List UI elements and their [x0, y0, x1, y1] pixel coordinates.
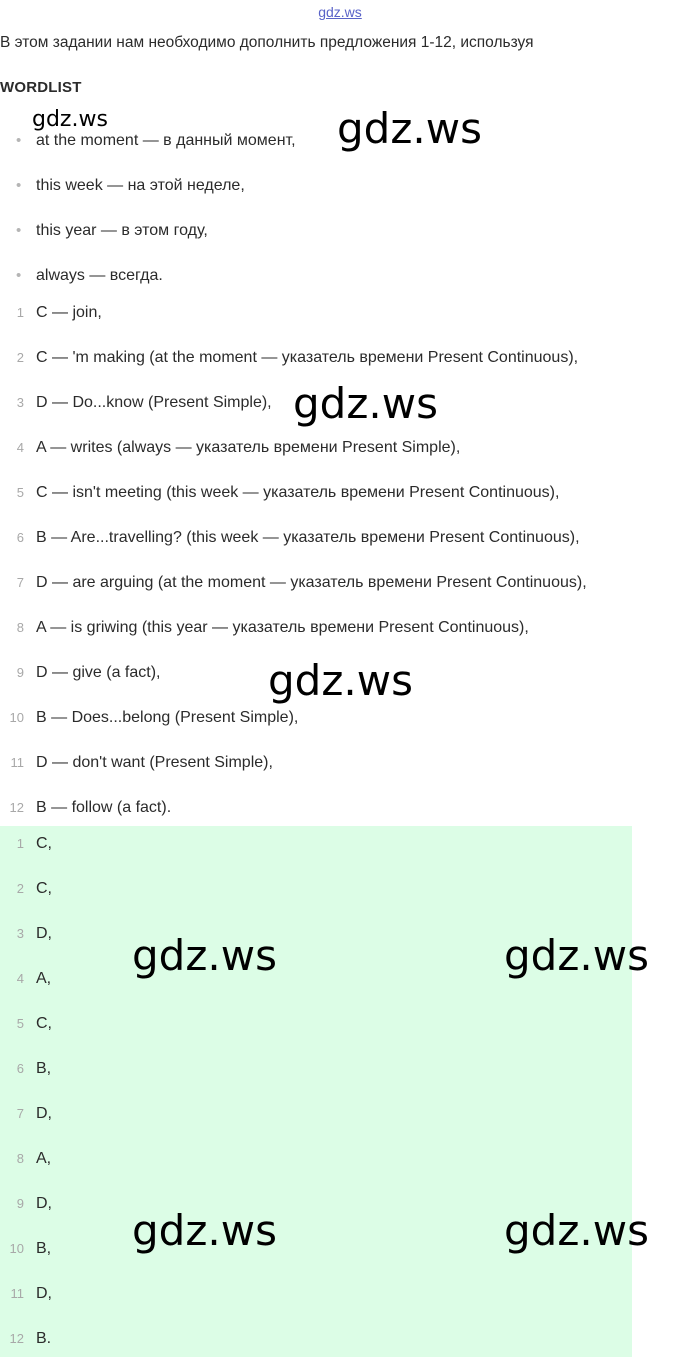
short-answer-item	[0, 1189, 52, 1234]
short-answer-item	[0, 1009, 52, 1054]
short-answer-item	[0, 829, 52, 874]
answer-text: B — follow (a fact).	[36, 799, 172, 816]
short-answer-item	[0, 1099, 52, 1144]
answer-number: 8	[16, 620, 24, 635]
wordlist-item	[0, 171, 296, 216]
answer-number: 5	[16, 485, 24, 500]
short-answer-item	[0, 1324, 52, 1369]
wordlist-item-text: always — всегда.	[36, 267, 163, 284]
answer-number: 7	[16, 1106, 24, 1121]
short-answer-item	[0, 919, 52, 964]
watermark: gdz.ws	[504, 1206, 649, 1255]
answer-item	[0, 613, 587, 658]
answer-number: 11	[10, 1286, 24, 1301]
answer-number: 4	[16, 440, 24, 455]
answer-text: A,	[36, 970, 52, 987]
watermark: gdz.ws	[132, 1206, 277, 1255]
intro-text: В этом задании нам необходимо дополнить предложения 1-12, используя	[0, 34, 534, 51]
bullet-icon: •	[16, 177, 22, 194]
answer-number: 6	[16, 530, 24, 545]
answer-number: 6	[16, 1061, 24, 1076]
watermark: gdz.ws	[132, 931, 277, 980]
answer-number: 5	[16, 1016, 24, 1031]
bullet-icon: •	[16, 267, 22, 284]
answer-text: D,	[36, 925, 52, 942]
wordlist-item-text: this week — на этой неделе,	[36, 177, 245, 194]
answer-text: B.	[36, 1330, 52, 1347]
answer-text: A,	[36, 1150, 52, 1167]
wordlist-heading: WORDLIST	[0, 79, 82, 96]
answer-item	[0, 568, 587, 613]
answer-item	[0, 298, 587, 343]
bullet-icon: •	[16, 132, 22, 149]
answer-item	[0, 478, 587, 523]
watermark: gdz.ws	[337, 104, 482, 153]
watermark: gdz.ws	[504, 931, 649, 980]
wordlist-item-text: at the moment — в данный момент,	[36, 132, 296, 149]
answer-number: 9	[16, 1196, 24, 1211]
answer-item	[0, 748, 587, 793]
answer-number: 1	[16, 305, 24, 320]
wordlist-item	[0, 216, 296, 261]
answer-item	[0, 523, 587, 568]
answer-text: A — is griwing (this year — указатель времени Present Continuous),	[36, 619, 529, 636]
answer-number: 10	[9, 1241, 24, 1256]
answer-text: D,	[36, 1105, 52, 1122]
answer-number: 2	[16, 350, 24, 365]
bullet-icon: •	[16, 222, 22, 239]
answer-text: B — Are...travelling? (this week — указатель времени Present Continuous),	[36, 529, 580, 546]
short-answer-item	[0, 1234, 52, 1279]
short-answer-item	[0, 1144, 52, 1189]
answer-item	[0, 433, 587, 478]
answer-text: C — join,	[36, 304, 102, 321]
answer-text: D — are arguing (at the moment — указатель времени Present Continuous),	[36, 574, 587, 591]
short-answer-item	[0, 1279, 52, 1324]
wordlist	[0, 126, 296, 306]
watermark: gdz.ws	[293, 379, 438, 428]
wordlist-item-text: this year — в этом году,	[36, 222, 208, 239]
answer-number: 10	[9, 710, 24, 725]
answer-text: D,	[36, 1195, 52, 1212]
answer-text: C,	[36, 835, 52, 852]
answer-number: 3	[16, 926, 24, 941]
answer-text: D,	[36, 1285, 52, 1302]
answer-text: A — writes (always — указатель времени Present Simple),	[36, 439, 461, 456]
answer-number: 4	[16, 971, 24, 986]
answer-text: D — give (a fact),	[36, 664, 161, 681]
answer-number: 7	[16, 575, 24, 590]
answer-text: B,	[36, 1060, 52, 1077]
answer-text: D — Do...know (Present Simple),	[36, 394, 272, 411]
short-answers-box	[0, 826, 632, 1357]
answer-number: 1	[16, 836, 24, 851]
answer-number: 8	[16, 1151, 24, 1166]
short-answers-list	[0, 829, 52, 1369]
watermark: gdz.ws	[32, 107, 108, 132]
answer-item	[0, 703, 587, 748]
short-answer-item	[0, 964, 52, 1009]
answer-text: C — isn't meeting (this week — указатель времени Present Continuous),	[36, 484, 560, 501]
answer-text: C,	[36, 1015, 52, 1032]
answer-number: 2	[16, 881, 24, 896]
answer-text: C — 'm making (at the moment — указатель времени Present Continuous),	[36, 349, 579, 366]
watermark: gdz.ws	[268, 656, 413, 705]
site-link[interactable]: gdz.ws	[318, 4, 362, 20]
answer-number: 9	[16, 665, 24, 680]
answer-text: C,	[36, 880, 52, 897]
short-answer-item	[0, 874, 52, 919]
wordlist-item	[0, 126, 296, 171]
answer-text: D — don't want (Present Simple),	[36, 754, 273, 771]
answer-number: 3	[16, 395, 24, 410]
answer-text: B,	[36, 1240, 52, 1257]
answer-number: 11	[10, 755, 24, 770]
answer-text: B — Does...belong (Present Simple),	[36, 709, 299, 726]
short-answer-item	[0, 1054, 52, 1099]
answer-number: 12	[9, 800, 24, 815]
answer-number: 12	[9, 1331, 24, 1346]
